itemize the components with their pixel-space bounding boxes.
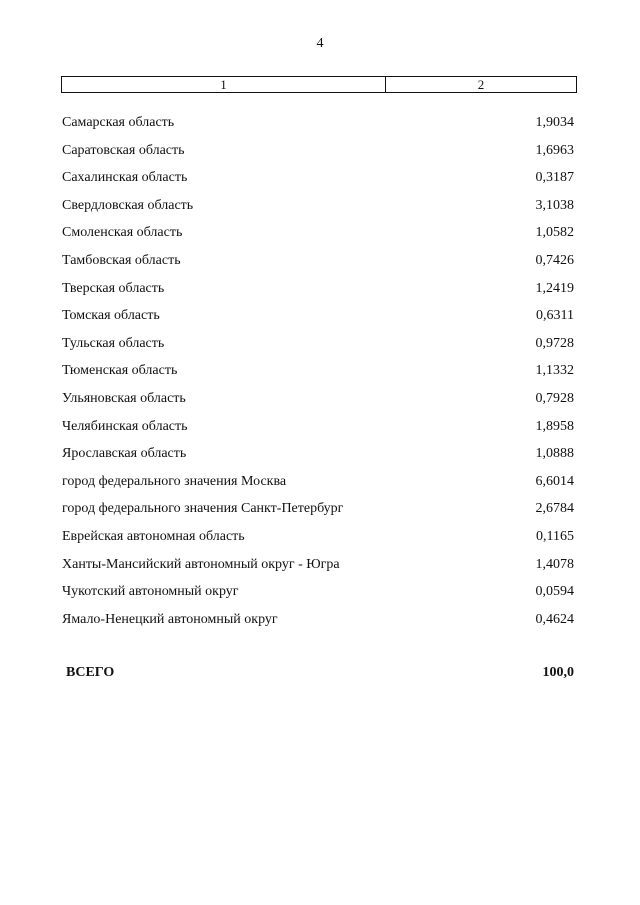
- region-value: 1,8958: [535, 418, 574, 434]
- region-name: Ярославская область: [62, 446, 187, 462]
- total-label: ВСЕГО: [66, 665, 115, 680]
- region-name: Тверская область: [62, 280, 165, 296]
- total-row: [0, 665, 640, 687]
- table-row: [0, 113, 640, 141]
- region-name: Тюменская область: [62, 363, 178, 379]
- region-value: 0,1165: [536, 528, 574, 544]
- region-name: Ульяновская область: [62, 390, 186, 406]
- region-value: 0,7426: [535, 252, 574, 268]
- region-name: Ямало-Ненецкий автономный округ: [62, 611, 278, 627]
- table-row: [0, 527, 640, 555]
- table-header: [61, 76, 577, 93]
- region-name: Сахалинская область: [62, 170, 188, 186]
- region-name: Тульская область: [62, 335, 165, 351]
- region-value: 1,6963: [535, 142, 574, 158]
- region-name: Саратовская область: [62, 142, 185, 158]
- table-row: [0, 306, 640, 334]
- region-name: Томская область: [62, 308, 160, 324]
- table-row: [0, 168, 640, 196]
- table-row: [0, 472, 640, 500]
- region-value: 0,3187: [535, 170, 574, 186]
- table-row: [0, 141, 640, 169]
- region-value: 1,0582: [535, 225, 574, 241]
- region-name: Свердловская область: [62, 197, 194, 213]
- region-value: 0,6311: [536, 308, 574, 324]
- region-name: Смоленская область: [62, 225, 183, 241]
- region-list: [0, 113, 640, 637]
- table-row: [0, 582, 640, 610]
- page-number: 4: [316, 36, 324, 51]
- region-value: 3,1038: [535, 197, 574, 213]
- table-row: [0, 444, 640, 472]
- region-value: 1,0888: [535, 446, 574, 462]
- table-row: [0, 196, 640, 224]
- total-value: 100,0: [542, 665, 574, 680]
- region-value: 0,9728: [535, 335, 574, 351]
- region-value: 0,7928: [535, 390, 574, 406]
- table-row: [0, 223, 640, 251]
- region-name: Челябинская область: [62, 418, 188, 434]
- region-value: 1,2419: [535, 280, 574, 296]
- table-row: [0, 555, 640, 583]
- region-value: 0,0594: [535, 584, 574, 600]
- region-name: Еврейская автономная область: [62, 528, 245, 544]
- region-name: город федерального значения Москва: [62, 473, 287, 489]
- region-name: Ханты-Мансийский автономный округ - Югра: [62, 556, 340, 572]
- region-name: Чукотский автономный округ: [62, 584, 239, 600]
- table-row: [0, 251, 640, 279]
- table-row: [0, 389, 640, 417]
- header-col-2: 2: [477, 77, 485, 92]
- region-value: 2,6784: [535, 501, 574, 517]
- region-value: 1,9034: [535, 115, 574, 130]
- region-name: Самарская область: [62, 115, 175, 130]
- table-row: [0, 499, 640, 527]
- table-row: [0, 361, 640, 389]
- region-value: 6,6014: [535, 473, 574, 489]
- region-name: Тамбовская область: [62, 252, 181, 268]
- table-row: [0, 417, 640, 445]
- region-value: 1,1332: [535, 363, 574, 379]
- region-name: город федерального значения Санкт-Петербург: [62, 501, 344, 517]
- table-row: [0, 334, 640, 362]
- table-row: [0, 610, 640, 638]
- table-row: [0, 279, 640, 307]
- region-value: 0,4624: [535, 611, 574, 627]
- region-value: 1,4078: [535, 556, 574, 572]
- header-col-1: 1: [62, 77, 386, 92]
